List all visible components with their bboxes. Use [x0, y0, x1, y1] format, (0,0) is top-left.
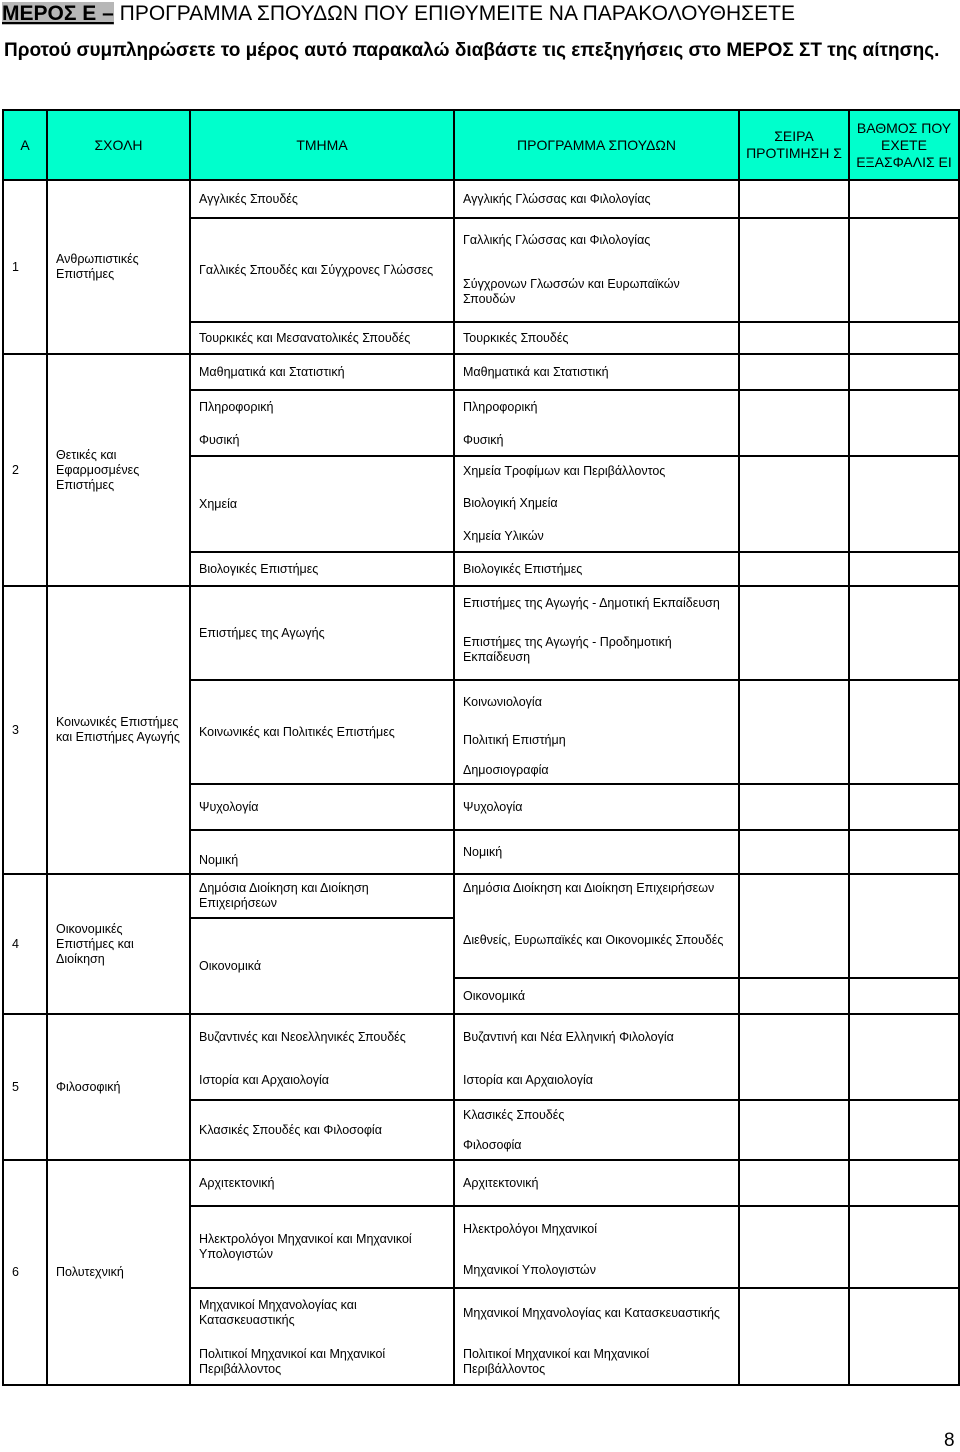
grid-line: [2, 109, 960, 111]
study-programmes-table: [3, 110, 959, 1385]
grid-line: [2, 1384, 960, 1386]
department-cell: Τουρκικές και Μεσανατολικές Σπουδές: [199, 330, 411, 345]
department-cell: Αγγλικές Σπουδές: [199, 191, 298, 206]
grid-line: [189, 1205, 960, 1207]
department-cell: Χημεία: [199, 496, 238, 511]
grid-line: [189, 455, 960, 457]
department-cell: Νομική: [199, 853, 239, 867]
grid-line: [2, 1159, 960, 1161]
page-heading: [2, 2, 795, 26]
programme-cell: Μαθηματικά και Στατιστική: [463, 364, 609, 379]
department-cell: Ηλεκτρολόγοι Μηχανικοί και Μηχανικοί Υπολογιστών: [199, 1232, 412, 1261]
programme-cell: Γαλλικής Γλώσσας και Φιλολογίας: [463, 232, 651, 247]
department-cell: Μαθηματικά και Στατιστική: [199, 364, 345, 379]
programme-cell: Ιστορία και Αρχαιολογία: [463, 1072, 594, 1087]
grid-line: [848, 109, 850, 1386]
grid-line: [453, 109, 455, 1386]
grid-line: [189, 917, 454, 919]
programme-cell: Επιστήμες της Αγωγής - Δημοτική Εκπαίδευση: [463, 595, 720, 610]
programme-cell: Διεθνείς, Ευρωπαϊκές και Οικονομικές Σπουδές: [463, 932, 724, 947]
grid-line: [189, 783, 960, 785]
programme-cell: Μηχανικοί Μηχανολογίας και Κατασκευαστικής: [463, 1305, 720, 1320]
section-label: ΜΕΡΟΣ Ε –: [2, 2, 114, 25]
header-grade: ΒΑΘΜΟΣ ΠΟΥ ΕΧΕΤΕ ΕΞΑΣΦΑΛΙΣ ΕΙ: [849, 110, 959, 180]
department-cell: Μηχανικοί Μηχανολογίας και Κατασκευαστικής: [199, 1298, 357, 1327]
department-cell: Οικονομικά: [199, 958, 262, 973]
grid-line: [2, 873, 960, 875]
school-number: 3: [12, 722, 19, 737]
department-cell: Κλασικές Σπουδές και Φιλοσοφία: [199, 1122, 382, 1137]
header-programme: ΠΡΟΓΡΑΜΜΑ ΣΠΟΥΔΩΝ: [454, 110, 739, 180]
programme-cell: Μηχανικοί Υπολογιστών: [463, 1262, 596, 1277]
department-cell: Δημόσια Διοίκηση και Διοίκηση Επιχειρήσεων: [199, 881, 369, 910]
grid-line: [189, 551, 960, 553]
page-number: 8: [944, 1430, 955, 1451]
school-number: 4: [12, 936, 19, 951]
school-name: Φιλοσοφική: [56, 1079, 121, 1094]
department-cell: Βιολογικές Επιστήμες: [199, 561, 319, 576]
programme-cell: Πολιτικοί Μηχανικοί και Μηχανικοί Περιβάλλοντος: [463, 1346, 650, 1376]
grid-line: [2, 109, 4, 1386]
programme-cell: Βιολογική Χημεία: [463, 495, 558, 510]
section-title: ΠΡΟΓΡΑΜΜΑ ΣΠΟΥΔΩΝ ΠΟΥ ΕΠΙΘΥΜΕΙΤΕ ΝΑ ΠΑΡΑΚΟΛΟΥΘΗΣΕΤΕ: [113, 2, 795, 25]
department-cell: Ιστορία και Αρχαιολογία: [199, 1072, 330, 1087]
department-cell: Αρχιτεκτονική: [199, 1175, 275, 1190]
department-cell: Ψυχολογία: [199, 799, 259, 814]
programme-cell: Πολιτική Επιστήμη: [463, 732, 566, 747]
department-cell: Πολιτικοί Μηχανικοί και Μηχανικοί Περιβάλλοντος: [199, 1346, 386, 1376]
programme-cell: Επιστήμες της Αγωγής - Προδημοτική Εκπαίδευση: [463, 635, 672, 664]
programme-cell: Αρχιτεκτονική: [463, 1175, 539, 1190]
school-number: 2: [12, 462, 19, 477]
grid-line: [189, 679, 960, 681]
programme-cell: Χημεία Τροφίμων και Περιβάλλοντος: [463, 463, 666, 478]
instructions-text: Προτού συμπληρώσετε το μέρος αυτό παρακαλώ διαβάστε τις επεξηγήσεις στο ΜΕΡΟΣ ΣΤ της αίτησης.: [4, 40, 940, 61]
programme-cell: Βιολογικές Επιστήμες: [463, 561, 583, 576]
school-number: 5: [12, 1079, 19, 1094]
programme-cell: Δημοσιογραφία: [463, 762, 549, 777]
programme-cell: Σύγχρονων Γλωσσών και Ευρωπαϊκών Σπουδών: [463, 277, 680, 306]
header-school: ΣΧΟΛΗ: [47, 110, 190, 180]
grid-line: [189, 1099, 960, 1101]
programme-cell: Οικονομικά: [463, 988, 526, 1003]
grid-line: [2, 1013, 960, 1015]
grid-line: [738, 109, 740, 1386]
programme-cell: Ψυχολογία: [463, 799, 523, 814]
department-cell: Επιστήμες της Αγωγής: [199, 625, 325, 640]
programme-cell: Φυσική: [463, 432, 504, 447]
programme-cell: Χημεία Υλικών: [463, 528, 544, 543]
grid-line: [453, 977, 960, 979]
programme-cell: Κλασικές Σπουδές: [463, 1107, 565, 1122]
programme-cell: Βυζαντινή και Νέα Ελληνική Φιλολογία: [463, 1029, 674, 1044]
school-name: Κοινωνικές Επιστήμες και Επιστήμες Αγωγής: [56, 715, 180, 744]
school-name: Θετικές και Εφαρμοσμένες Επιστήμες: [56, 447, 140, 492]
programme-cell: Ηλεκτρολόγοι Μηχανικοί: [463, 1221, 597, 1236]
grid-line: [189, 321, 960, 323]
programme-cell: Τουρκικές Σπουδές: [463, 330, 569, 345]
school-name: Ανθρωπιστικές Επιστήμες: [56, 252, 139, 281]
school-name: Οικονομικές Επιστήμες και Διοίκηση: [56, 921, 134, 966]
programme-cell: Κοινωνιολογία: [463, 694, 542, 709]
grid-line: [2, 179, 960, 181]
department-cell: Βυζαντινές και Νεοελληνικές Σπουδές: [199, 1029, 406, 1044]
header-department: ΤΜΗΜΑ: [190, 110, 454, 180]
school-number: 1: [12, 259, 19, 274]
department-cell: Πληροφορική: [199, 399, 274, 414]
school-name: Πολυτεχνική: [56, 1265, 124, 1279]
grid-line: [2, 585, 960, 587]
grid-line: [46, 109, 48, 1386]
programme-cell: Φιλοσοφία: [463, 1137, 522, 1152]
grid-line: [189, 1287, 960, 1289]
grid-line: [189, 217, 960, 219]
programme-cell: Δημόσια Διοίκηση και Διοίκηση Επιχειρήσεων: [463, 880, 715, 895]
department-cell: Γαλλικές Σπουδές και Σύγχρονες Γλώσσες: [199, 262, 434, 277]
grid-line: [189, 109, 191, 1386]
department-cell: Κοινωνικές και Πολιτικές Επιστήμες: [199, 724, 395, 739]
programme-cell: Πληροφορική: [463, 399, 538, 414]
programme-cell: Αγγλικής Γλώσσας και Φιλολογίας: [463, 191, 651, 206]
header-a: Α: [3, 110, 47, 180]
header-preference: ΣΕΙΡΑ ΠΡΟΤΙΜΗΣΗ Σ: [739, 110, 849, 180]
grid-line: [189, 829, 960, 831]
department-cell: Φυσική: [199, 432, 240, 447]
programme-cell: Νομική: [463, 844, 503, 859]
school-number: 6: [12, 1265, 19, 1279]
grid-line: [2, 353, 960, 355]
grid-line: [189, 389, 960, 391]
